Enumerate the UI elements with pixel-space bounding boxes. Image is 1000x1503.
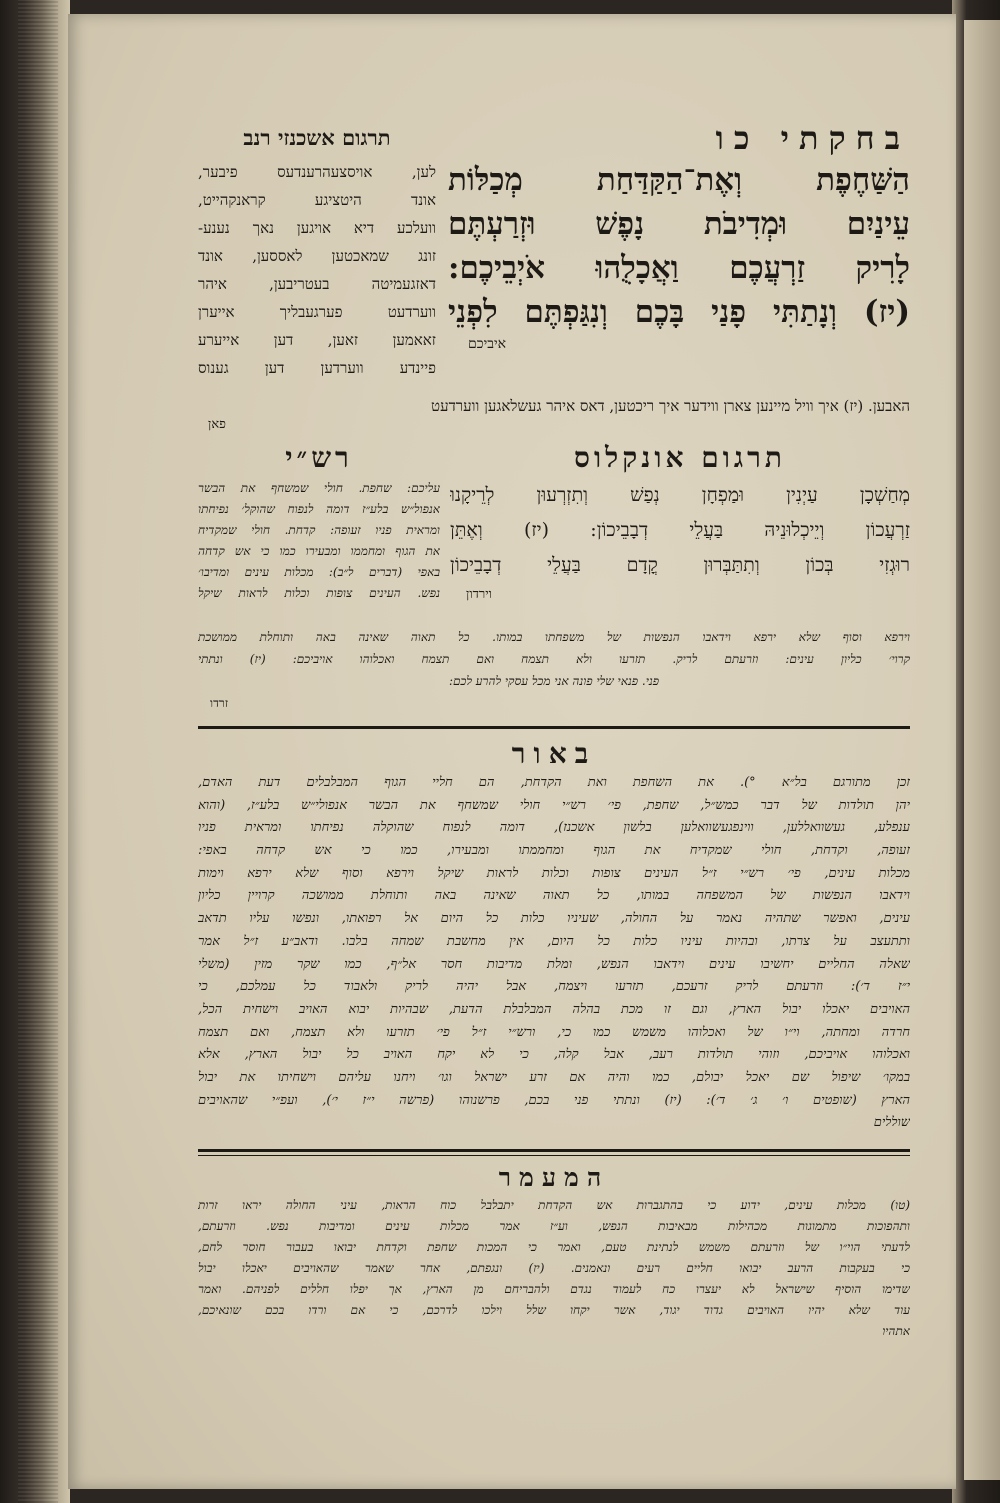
page-edge-sliver — [964, 20, 1000, 1480]
rashi-line: וירפא וסוף שלא ירפא וידאבו הנפשות של משפחתו במותו. כל תאוה שאינה באה ותוחלת ממושכת — [198, 630, 910, 644]
rashi-line: באפי (דברים ל״ב): מכלות עינים ומדיבו׳ — [198, 565, 440, 579]
verse-catchword: איביכם — [468, 336, 507, 352]
divider-rule — [198, 1149, 910, 1152]
hameamar-line: ותהפוכות מתמוגות מכהילות מבאיבות הנפש, וע״ז אמר מכלות עינים ומדיבות נפש. וזרעתם, — [198, 1219, 910, 1233]
onkelos-line: מְחַשְׁכָן עַיְנִין וּמַפְחָן נְפַשׁ וְתִזְרְעוּן לְרֵיקָנוּ — [450, 484, 910, 506]
yiddish-translation-column — [198, 118, 436, 382]
page-header-translation: תרגום אשכנזי רנב — [243, 125, 391, 150]
rashi-title: רש״י — [285, 441, 353, 474]
biur-line: שאלה החליים יחשיבו עינים וידאבו הנפש, ומלת מדיבות חסר אל״ף, כמו שקר מזין (משלי — [198, 956, 910, 972]
biur-line: במקו׳ שיפול שם יאכל יבולם, כמו והיה אם זרע ישראל וגו׳ ויחנו עליהם וישחיתו את יבול — [198, 1069, 910, 1085]
page-header-parsha: בחקתי כו — [715, 119, 910, 157]
biur-line: חרדה ומחתה, וי״ו של ואכלוהו משמש כמו כי, ורש״י ז״ל פי׳ תזרעו ולא תצמח, ואם תצמח — [198, 1024, 910, 1040]
translation-catchword: פאן — [208, 417, 226, 432]
hameamar-line: לדעתי הוי״ו של וזרעתם משמש לנתינת טעם, ואמר כי המכות שחפת וקדחת יבואו בעבור חוסר לחם, — [198, 1240, 910, 1254]
hebrew-verse-column — [448, 118, 910, 354]
biur-line: יהן תולדות של דבר כמש״ל, שחפת, פי׳ רש״י חולי שמשחף את הבשר אנפולי״ש בלע״ז, (והוא — [198, 797, 910, 813]
biur-line: עינים, ואפשר שתהיה נאמר על החולה, שעיניו כלות כל היום אל רפואתו, ונפשו עליו תדאב — [198, 911, 910, 927]
translation-line: אונד היטציגע קראנקהייט, — [198, 191, 436, 209]
rashi-line: פני. פנאי שלי פונה אני מכל עסקי להרע לכם: — [448, 674, 660, 688]
biur-line: וידאבו הנפשות של המשפחה במותו, כל תאוה שאינה באה ותוחלת ממושכה קרויין כליון — [198, 888, 910, 904]
biur-line: מכלות עינים, פי׳ רש״י ז״ל העינים צופות וכלות לראות שיקל וירפא וסוף שלא ירפא וימות — [198, 865, 910, 881]
hameamar-section — [198, 1161, 910, 1342]
translation-line: וועלכע דיא אויגען נאך נענע- — [198, 219, 436, 237]
translation-line: לען, אויסצעהרענדעס פיבער, — [198, 163, 436, 181]
rashi-line: את הגוף ומחממו ומבעירו כמו כי אש קדחה — [198, 544, 440, 558]
translation-line: ווערדעט פערגעבליך אייערן — [198, 303, 436, 321]
onkelos-title: תרגום אונקלוס — [574, 441, 786, 474]
biur-title: באור — [511, 737, 597, 770]
translation-line: זאאמען זאען, דען אייערע — [198, 331, 436, 349]
rashi-line: עליכם: שחפת. חולי שמשחף את הבשר — [198, 481, 440, 495]
hameamar-line: שדימו הוסיף שישראל לא יעצרו כח לעמוד נגדם ולהבריחם מן הארץ, אך יפלו חללים לפניהם. ואמר — [198, 1282, 910, 1296]
divider-rule — [198, 1155, 910, 1156]
rashi-line: נפש. העינים צופות וכלות לראות שיקל — [198, 586, 440, 600]
rashi-catchword: זרדו — [210, 696, 229, 710]
biur-line: זעופה, וקדחת, חולי שמקדיח את הגוף ומחממתו ומבעירו, כמו כי אש קדחה באפי: — [198, 843, 910, 859]
biur-section — [198, 736, 910, 1135]
hameamar-line: כי בעקבות הרעב יבואו חליים רעים ונאמנים. (יז) ונגפתם, אחר שאמר שהאויבים יאכלו יבול — [198, 1261, 910, 1275]
rashi-line: קרוי׳ כליון עינים: וזרעתם לריק. תזרעו ולא תצמח ואם תצמח ואכלוהו אויביכם: (יז) ונתתי — [198, 652, 910, 666]
hameamar-title: המעמר — [498, 1163, 610, 1192]
onkelos-line: זַרְעֲכוֹן וְיֵיכְלוּנֵיהּ בַּעֲלֵי דְבָבֵיכוֹן: (יז) וְאֶתֵּן — [450, 519, 910, 541]
biur-line: שוללים — [873, 1115, 910, 1131]
rashi-line: אנפול״ש בלע״ז דומה לנפוח שהוקל׳ נפיחתו — [198, 502, 440, 516]
translation-line: דאזגעמיטה בעטריבען, איהר — [198, 275, 436, 293]
divider-rule — [198, 726, 910, 729]
biur-line: האויבים יאכלו יבול הארץ, וגם זו מכת בהלה המבלבלת הדעת, שבהיות יבוא האויב וישחית הכל, — [198, 1001, 910, 1017]
biur-line: ותתעצב על צרתו, ובהיות עיניו כלות כל היום, אין מחשבת שמחה בלבו. ודאב״ע ז״ל אמר — [198, 933, 910, 949]
hameamar-line: עוד שלא יהיו האויבים גדוד יגוד, אשר יקחו שלל וילכו לדרכם, כי אם ורדו בכם שונאיכם, — [198, 1303, 910, 1317]
onkelos-line: רוּגְזִי בְּכוֹן וְתִתַּבְּרוּן קֳדָם בַּעֲלֵי דְבָבֵיכוֹן — [450, 554, 910, 576]
book-next-page-edge — [952, 0, 1000, 1503]
translation-line: פיינדע ווערדען דען גענוס — [198, 359, 436, 377]
book-page — [68, 14, 956, 1489]
biur-line: ואכלוהו אויביכם, וזוהי תולדות רעב, אבל קלה, כי לא יקח האויב כל יבול הארץ, אלא — [198, 1047, 910, 1063]
onkelos-catchword: וירדון — [466, 587, 493, 602]
hameamar-line: (טו) מכלות עינים, ידוע כי בהתגברות אש הקדחת יתבלבל כוח הראות, עיני החולה יראו זרות — [198, 1198, 910, 1212]
verse-line: (יז) וְנָתַתִּי פָנַי בָּכֶם וְנִגַּפְתֶּם לִפְנֵי — [448, 294, 910, 330]
verse-line: לָרִיק זַרְעֲכֶם וַאֲכָלֻהוּ אֹיְבֵיכֶם: — [448, 250, 910, 286]
onkelos-column — [450, 438, 910, 607]
verse-line: הַשַּׁחֶפֶת וְאֶת־הַקַּדַּחַת מְכַלּוֹת — [448, 162, 910, 198]
rashi-continuation — [198, 626, 910, 692]
book-spine-left — [0, 0, 70, 1503]
verse-line: עֵינַיִם וּמְדִיבֹת נָפֶשׁ וּזְרַעְתֶּם — [448, 206, 910, 242]
biur-line: י״ז ד׳): וזרעתם לריק זרעכם, תזרעו ויצמח, אבל יהיה לריק ולאבוד כל עמלכם, כי — [198, 979, 910, 995]
biur-line: הארץ (שופטים ו׳ ג׳ ד׳): (יז) ונתתי פני בכם, פרשנוהו (פרשה י״ז י׳), ועפ״י שהאויבים — [198, 1092, 910, 1108]
biur-line: ענפלע, געשוואללען, ווינפגעשוואלען בלשון אשכנז), דומה לנפוח שהוקלה נפיחתו ומראית פניו — [198, 820, 910, 836]
rashi-line: ומראית פניו זעופה: קדחת. חולי שמקדיח — [198, 523, 440, 537]
translation-continuation: האבען. (יז) איך וויל מיינען צארן ווידער איך ריכטען, דאס איהר געשלאגען ווערדעט — [431, 397, 910, 415]
biur-line: זכן מתורגם בל״א °). את השחפת ואת הקדחת, הם חליי הגוף המבלבלים דעת האדם, — [198, 775, 910, 790]
rashi-column — [198, 438, 440, 604]
translation-line: זונג שמאכטען לאססען, אונד — [198, 247, 436, 265]
hameamar-line: אתהיו — [882, 1324, 910, 1338]
